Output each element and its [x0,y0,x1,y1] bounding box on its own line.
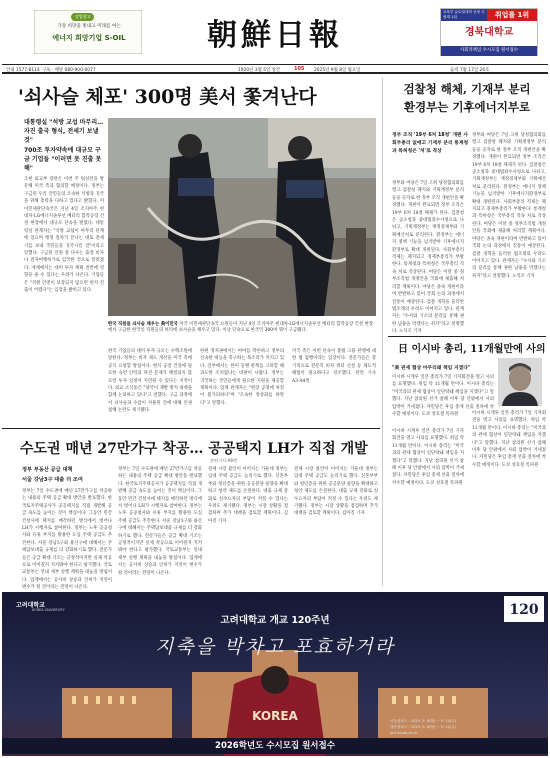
ishiba-body-3: 이시바 시게루 일본 총리가 7일 기자회견을 열고 사의를 표명했다. 취임 약 11개월 만이다. 이시바 총리는 "미국과의 관세 협상이 일단락돼 책임을 지겠다"고 말했다. 지난 참의원 선거 참패 이후 당 안팎에서 사퇴 압박이 거세졌다. 자민당은 후임 총재 선출 절차에 착수할 예정이다. 도쿄 성호철 특파원 [472,411,546,468]
knu-ad-footer: 사회적책임 수시모집 원서접수 [441,46,537,56]
ishiba-subheadline: "美 관세 협상 마무리돼 책임 지겠다" [392,366,471,371]
ad-dates-url[interactable]: ipsi.korea.ac.kr [390,731,418,735]
ad-line-2: 에너지 희망기업 S-OIL [52,34,126,42]
right-box-divider [388,336,546,337]
second-body-column-4: 전세 시장 불안이 이어지는 가운데 정부는 임대 주택 공급도 늘리기로 했다. 신혼부부와 청년층을 위한 공공분양 물량을 확대하고 청약 제도를 손질한다. 대출 규제 강화로 실수요자의 부담이 커질 수 있다는 우려도 제기됐다. 정부는 시장 상황을 점검하며 추가 대책을 검토할 계획이다. 김아진 기자 [294,467,378,517]
ad-university-name: 고려대학교 [16,602,45,609]
photo-caption-title: 한국 직원들 쇠사슬 채우는 美이민국 [108,322,178,327]
lead-headline[interactable]: '쇠사슬 체포' 300명 美서 쫓겨난다 [18,86,317,108]
lead-photo-caption [108,322,376,335]
dateline-subscription: 구독 · 배달 080-900-0077 [42,68,96,73]
dateline-lunar-date: 음력 7월 17일 26호 [450,68,490,73]
photo-caption-text: 미국 이민세관단속국 요원들이 지난 4일 조지아주 현대차·LG에너지솔루션 배터리 합작공장 건설 현장에서 구금한 한국인 직원들의 허리에 쇠사슬을 채우고 있다. 이날 단속으로 한국인 300여 명이 구금됐다. [108,322,373,334]
right-top-headline-line-2: 환경부는 기후에너지부로 [403,100,531,114]
dateline-anniversary: 105 [294,66,305,72]
second-body-column-3: 전세 시장 불안이 이어지는 가운데 정부는 임대 주택 공급도 늘리기로 했다. 신혼부부와 청년층을 위한 공공분양 물량을 확대하고 청약 제도를 손질한다. 대출 규제 강화로 실수요자의 부담이 커질 수 있다는 우려도 제기됐다. 정부는 시장 상황을 점검하며 추가 대책을 검토할 계획이다. 김아진 기자 [208,467,288,524]
ad-line-1: 가장 희망을 빛내고 미래를 여는 [57,24,121,29]
column-divider [382,78,383,586]
second-subheadline-1: 정부 부동산 공급 대책 [22,467,73,473]
dateline-founded: 1920년 3월 5일 창간 [238,68,281,73]
svg-text:KOREA: KOREA [252,709,298,723]
knu-advertisement[interactable] [440,8,538,56]
second-headline[interactable]: 수도권 매년 27만가구 착공… 공공택지 LH가 직접 개발 [20,441,368,457]
ad-dates-sejong: 세종캠퍼스 : 2025. 9. 8(월) ~ 9. 12(금) [390,725,457,729]
dateline-date: 2025년 9월 8일 월요일 [314,68,361,73]
lead-body-column-1: 조현 외교부 장관은 이번 주 워싱턴을 방문해 미국 측과 협의할 예정이다. 정부는 구금된 우리 국민들의 조속한 석방과 귀국을 위해 총력을 다하고 있다고 밝혔다. 미 이민세관단속국은 지난 4일 조지아주 현대차·LG에너지솔루션 배터리 합작공장 건설 현장에서 대규모 단속을 벌였다. 대통령실 관계자는 "석방 교섭이 마무리 단계에 있으며 행정 절차가 끝나는 대로 전세기를 보내 국민들을 귀국시킬 것"이라고 말했다. 구금된 인원 중 다수는 출장 비자나 전자여행허가로 입국한 것으로 알려졌다. 재계에서는 대미 투자 계획 전반에 영향을 줄 수 있다는 우려가 나온다. 기업들은 "직원 안전이 보장되지 않으면 현지 진출이 어렵다"는 입장을 밝히고 있다. [24,177,104,294]
lead-body-column-3: 한편 정치권에서는 여야를 막론하고 정부의 신속한 대응을 촉구하는 목소리가 커지고 있다. 일부에서는 한미 동맹 관계를 고려할 때 과도한 조치였다는 비판이 나왔다. 정부는 귀국하는 국민들에게 필요한 지원을 제공할 계획이다. 업계 관계자는 "현장 공정에 차질이 불가피하다"며 "조속한 정상화를 바란다"고 말했다. [200,349,284,406]
ad-title: 고려대학교 개교 120주년 [220,615,330,626]
knu-ad-top-left: 교육부 글로컬대학 선정 국립대 1위 [441,9,487,21]
dateline-info: 안내 1577-8114 [6,68,40,73]
second-related-tag: 관련기사 A6면 [210,458,238,463]
lead-body-column-2: 한국 기업들의 대미 투자 규모는 수백조원에 달한다. 정부는 비자 제도 개선을 미국 측에 공식 요청할 방침이다. 현지 공장 건설에 필요한 숙련 인력의 파견 문제가 해결되지 않으면 투자 일정이 지연될 수 있다는 지적이다. 외교 소식통은 "양국이 재발 방지 대책을 함께 논의하고 있다"고 전했다. 구금 과정에서 쇠사슬과 수갑이 사용된 것에 대해 인권 침해 논란도 제기됐다. [108,349,192,414]
ishiba-body-2: 이시바 시게루 일본 총리가 7일 기자회견을 열고 사의를 표명했다. 취임 약 11개월 만이다. 이시바 총리는 "미국과의 관세 협상이 일단락돼 책임을 지겠다"고 말했다. 지난 참의원 선거 참패 이후 당 안팎에서 사퇴 압박이 거세졌다. 자민당은 후임 총재 선출 절차에 착수할 예정이다. 도쿄 성호철 특파원 [392,429,464,486]
knu-ad-name: 경북대학교 [464,27,514,38]
ad-dates [390,718,540,736]
newspaper-header [0,0,550,64]
knu-ad-top-right: 취업률 1위 [487,9,537,21]
right-top-subheadline: 정부 조직 '19부 6처 18청' 개편 사회부총리 없애고 기재부 분리 통계청과 특허청은 '처'로 격상 [392,133,469,154]
right-top-body-2: 정부와 여당은 7일 고위 당정협의회를 열고 검찰청 폐지와 기획재정부 분리 등을 골자로 한 정부 조직 개편안을 확정했다. 개편이 완료되면 정부 조직은 19부 6처 18청 체제가 된다. 검찰청은 공소청과 중대범죄수사청으로 나뉘고, 기획재정부는 재정경제부와 기획예산처로 분리된다. 환경부는 에너지 정책 기능을 넘겨받아 기후에너지환경부로 확대 개편된다. 사회부총리 직제는 폐지되고 경제부총리가 부활한다. 통계청과 특허청은 국무총리 직속 처로 격상된다. 여당은 이달 중 정부조직법 개정안을 국회에 제출해 처리할 계획이다. 야당은 졸속 개편이라며 반발하고 있어 국회 논의 과정에서 진통이 예상된다. 검찰 개혁을 둘러싼 법조계의 우려도 이어지고 있다. 관계자는 "수사와 기소의 분리를 통해 권한 남용을 막겠다는 취지"라고 설명했다. 노석조 기자 [472,133,546,279]
right-top-headline-line-1: 검찰청 해체, 기재부 분리 [403,82,531,96]
ad-footer-banner[interactable]: 2026학년도 수시모집 원서접수 [2,738,548,754]
right-top-body-1: 정부와 여당은 7일 고위 당정협의회를 열고 검찰청 폐지와 기획재정부 분리 등을 골자로 한 정부 조직 개편안을 확정했다. 개편이 완료되면 정부 조직은 19부 6처 18청 체제가 된다. 검찰청은 공소청과 중대범죄수사청으로 나뉘고, 기획재정부는 재정경제부와 기획예산처로 분리된다. 환경부는 에너지 정책 기능을 넘겨받아 기후에너지환경부로 확대 개편된다. 사회부총리 직제는 폐지되고 경제부총리가 부활한다. 통계청과 특허청은 국무총리 직속 처로 격상된다. 여당은 이달 중 정부조직법 개정안을 국회에 제출해 처리할 계획이다. 야당은 졸속 개편이라며 반발하고 있어 국회 논의 과정에서 진통이 예상된다. 검찰 개혁을 둘러싼 법조계의 우려도 이어지고 있다. 관계자는 "수사와 기소의 분리를 통해 권한 남용을 막겠다는 취지"라고 설명했다. 노석조 기자 [392,181,464,335]
second-story-divider [2,428,380,429]
ishiba-portrait [498,358,542,406]
ad-university-english: KOREA UNIVERSITY [32,608,65,612]
lead-subheadline-1: 대통령실 "석방 교섭 마무리… 자진 출국 형식, 전세기 보낼 것" [24,119,104,144]
lead-photo[interactable] [108,118,376,316]
ad-slogan: 지축을 박차고 포효하거라 [155,636,395,658]
second-subheadline-2: 서울 강남3구 대출 더 조여 [22,477,83,483]
badge-text: 120 [509,602,539,618]
masthead-logo[interactable]: 朝鮮日報 [207,18,343,53]
second-body-column-2: 정부는 7일 수도권에 매년 27만가구를 착공하는 내용의 주택 공급 확대 방안을 발표했다. 한국토지주택공사가 공공택지를 직접 개발해 공급 속도를 높이는 것이 핵심이다. 그동안 민간 건설사에 택지를 매각하던 방식에서 벗어나 LH가 시행자로 참여한다. 정부는 노후 공공청사와 유휴 부지를 활용한 도심 주택 공급도 추진한다. 서울 강남3구와 용산구에 대해서는 주택담보대출 규제를 더 강화하기로 했다. 전문가들은 공급 확대 기조는 긍정적이지만 실제 착공으로 이어질지 지켜봐야 한다고 평가했다. 국토교통부는 연내 세부 실행 계획을 내놓을 방침이다. 업계에서는 공사비 상승과 인허가 지연이 변수가 될 것이라는 전망이 나온다. [118,467,202,576]
lead-body-column-4: 미국 측은 이번 단속이 불법 고용 관행에 대한 법 집행이라는 입장이다. 전문가들은 장기적으로 전문직 비자 쿼터 신설 등 제도적 해법이 필요하다고 강조했다. 관련 기사 A3·A4면 [292,349,376,384]
soil-advertisement[interactable] [34,10,142,54]
second-body-column-1: 정부는 7일 수도권에 매년 27만가구를 착공하는 내용의 주택 공급 확대 방안을 발표했다. 한국토지주택공사가 공공택지를 직접 개발해 공급 속도를 높이는 것이 핵심이다. 그동안 민간 건설사에 택지를 매각하던 방식에서 벗어나 LH가 시행자로 참여한다. 정부는 노후 공공청사와 유휴 부지를 활용한 도심 주택 공급도 추진한다. 서울 강남3구와 용산구에 대해서는 주택담보대출 규제를 더 강화하기로 했다. 전문가들은 공급 확대 기조는 긍정적이지만 실제 착공으로 이어질지 지켜봐야 한다고 평가했다. 국토교통부는 연내 세부 실행 계획을 내놓을 방침이다. 업계에서는 공사비 상승과 인허가 지연이 변수가 될 것이라는 전망이 나온다. [22,489,112,591]
ishiba-headline[interactable]: 日 이시바 총리, 11개월만에 사의 [398,344,546,355]
ad-dates-seoul: 서울캠퍼스 : 2025. 9. 8(월) ~ 9. 10(수) [390,719,457,723]
lead-photo-image [108,118,376,316]
portrait-image [498,358,542,406]
ishiba-body-1: 이시바 시게루 일본 총리가 7일 기자회견을 열고 사의를 표명했다. 취임 약 11개월 만이다. 이시바 총리는 "미국과의 관세 협상이 일단락돼 책임을 지겠다"고 말했다. 지난 참의원 선거 참패 이후 당 안팎에서 사퇴 압박이 거세졌다. 자민당은 후임 총재 선출 절차에 착수할 예정이다. 도쿄 성호철 특파원 [392,375,494,418]
korea-university-advertisement[interactable] [2,592,548,756]
dateline-bar [2,64,548,74]
right-top-headline[interactable] [388,80,546,116]
knu-ad-top [441,9,537,21]
lead-subheadline-2: 700조 투자약속에 대규모 구금 기업들 "이러면 못 진출 못해" [24,147,102,172]
ad-tag: 상업광고 [71,13,94,21]
